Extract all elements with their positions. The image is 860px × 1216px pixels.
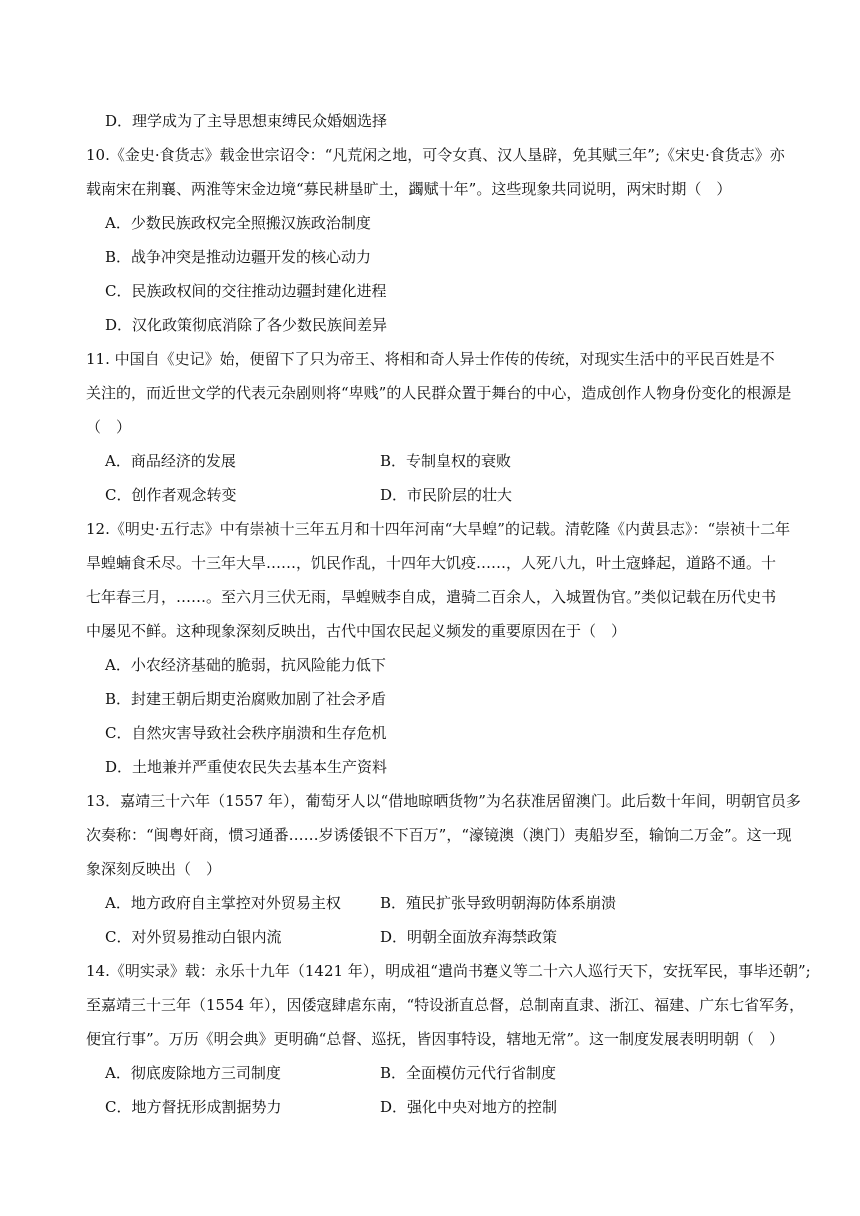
q12-stem-line: 旱蝗蝻食禾尽。十三年大旱……，饥民作乱，十四年大饥疫……，人死八九，叶土寇蜂起，道路不通。十 (86, 554, 777, 572)
q13-stem-line: 13．嘉靖三十六年（1557 年），葡萄牙人以“借地晾晒货物”为名获准居留澳门。此后数十年间，明朝官员多 (86, 792, 801, 810)
q14-option-b: B．全面模仿元代行省制度 (380, 1064, 557, 1082)
q13-option-c: C．对外贸易推动白银内流 (105, 928, 282, 946)
q13-stem-line: 次奏称：“闽粤奸商，惯习通番……岁诱倭银不下百万”，“濠镜澳（澳门）夷船岁至，输饷二万金”。这一现 (86, 826, 792, 844)
q14-option-d: D．强化中央对地方的控制 (380, 1098, 558, 1116)
q11-option-c: C．创作者观念转变 (105, 486, 237, 504)
q12-option-c: C．自然灾害导致社会秩序崩溃和生存危机 (105, 724, 387, 742)
q13-option-d: D．明朝全面放弃海禁政策 (380, 928, 558, 946)
q10-stem-line: 10.《金史·食货志》载金世宗诏令：“凡荒闲之地，可令女真、汉人垦辟，免其赋三年”;《宋史·食货志》亦 (86, 146, 785, 164)
q11-option-d: D．市民阶层的壮大 (380, 486, 513, 504)
q12-stem-line: 12.《明史·五行志》中有崇祯十三年五月和十四年河南“大旱蝗”的记载。清乾隆《内黄县志》：“崇祯十二年 (86, 520, 791, 538)
q10-stem-line: 载南宋在荆襄、两淮等宋金边境“募民耕垦旷土，蠲赋十年”。这些现象共同说明，两宋时期（ ） (86, 180, 732, 198)
q12-stem-line: 七年春三月，……。至六月三伏无雨，旱蝗贼李自成，遣骑二百余人，入城置伪官。”类似记载在历代史书 (86, 588, 777, 606)
q11-option-b: B．专制皇权的衰败 (380, 452, 512, 470)
q14-stem-line: 14.《明实录》载：永乐十九年（1421 年），明成祖“遣尚书蹇义等二十六人巡行天下，安抚军民，事毕还朝”; (86, 962, 811, 980)
q14-option-c: C．地方督抚形成割据势力 (105, 1098, 282, 1116)
q10-option-b: B．战争冲突是推动边疆开发的核心动力 (105, 248, 372, 266)
q13-option-b: B．殖民扩张导致明朝海防体系崩溃 (380, 894, 617, 912)
q12-stem-line: 中屡见不鲜。这种现象深刻反映出，古代中国农民起义频发的重要原因在于（ ） (86, 622, 627, 640)
q12-option-b: B．封建王朝后期吏治腐败加剧了社会矛盾 (105, 690, 387, 708)
q11-option-a: A．商品经济的发展 (105, 452, 236, 470)
q11-stem-line: （ ） (86, 418, 132, 436)
q14-option-a: A．彻底废除地方三司制度 (105, 1064, 281, 1082)
q10-option-c: C．民族政权间的交往推动边疆封建化进程 (105, 282, 387, 300)
q10-option-a: A．少数民族政权完全照搬汉族政治制度 (105, 214, 371, 232)
q12-option-a: A．小农经济基础的脆弱，抗风险能力低下 (105, 656, 386, 674)
q12-option-d: D．土地兼并严重使农民失去基本生产资料 (105, 758, 388, 776)
q9-option-d: D．理学成为了主导思想束缚民众婚姻选择 (105, 112, 388, 130)
q11-stem-line: 关注的，而近世文学的代表元杂剧则将“卑贱”的人民群众置于舞台的中心，造成创作人物身份变化的根源是 (86, 384, 792, 402)
q10-option-d: D．汉化政策彻底消除了各少数民族间差异 (105, 316, 388, 334)
q11-stem-line: 11. 中国自《史记》始，便留下了只为帝王、将相和奇人异士作传的传统，对现实生活中的平民百姓是不 (86, 350, 775, 368)
q14-stem-line: 便宜行事”。万历《明会典》更明确“总督、巡抚，皆因事特设，辖地无常”。这一制度发展表明明朝（ ） (86, 1030, 785, 1048)
q13-option-a: A．地方政府自主掌控对外贸易主权 (105, 894, 341, 912)
q14-stem-line: 至嘉靖三十三年（1554 年），因倭寇肆虐东南，“特设浙直总督，总制南直隶、浙江、福建、广东七省军务， (86, 996, 805, 1014)
q13-stem-line: 象深刻反映出（ ） (86, 860, 222, 878)
